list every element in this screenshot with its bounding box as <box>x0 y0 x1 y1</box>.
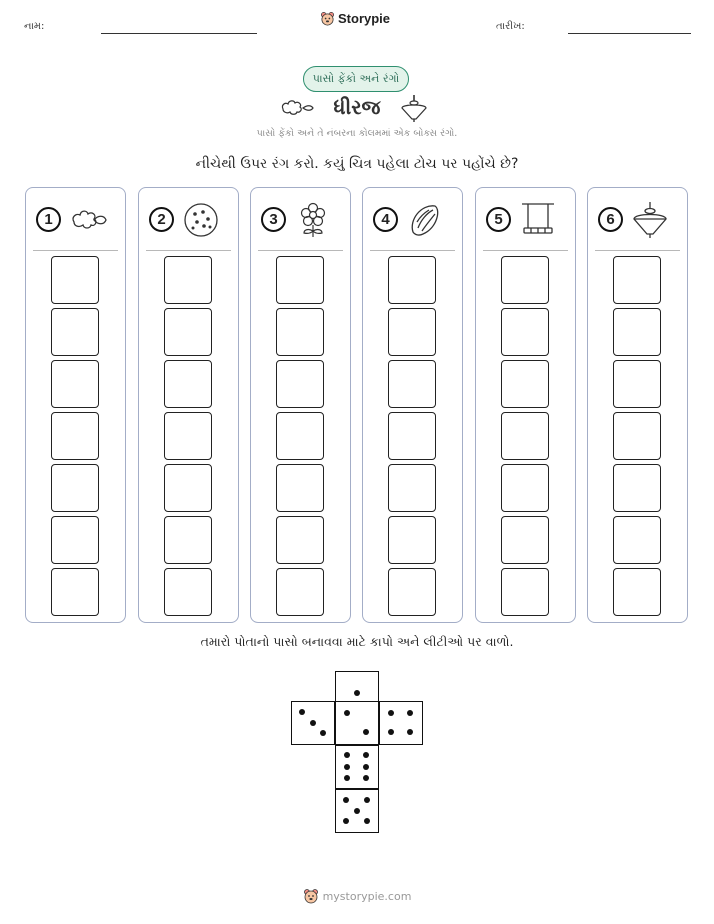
color-box[interactable] <box>613 360 661 408</box>
pip <box>363 752 369 758</box>
spinning-top-icon <box>630 200 670 240</box>
color-box[interactable] <box>501 360 549 408</box>
color-box[interactable] <box>164 256 212 304</box>
cloud-puff-icon <box>68 200 108 240</box>
storypie-logo <box>320 11 390 26</box>
pip <box>344 764 350 770</box>
color-box[interactable] <box>388 464 436 512</box>
column-number: 6 <box>598 207 623 232</box>
color-box[interactable] <box>501 308 549 356</box>
color-box[interactable] <box>276 568 324 616</box>
flower-icon <box>293 200 333 240</box>
instruction: તમારો પોતાનો પાસો બનાવવા માટે કાપો અને લીટીઓ પર વાળો. <box>200 634 514 649</box>
color-box[interactable] <box>388 568 436 616</box>
color-box[interactable] <box>276 464 324 512</box>
column-2 <box>138 187 239 623</box>
pip <box>344 710 350 716</box>
bear-mascot-icon <box>320 11 335 26</box>
spinning-top-icon <box>399 93 429 123</box>
pip <box>343 818 349 824</box>
color-box[interactable] <box>613 308 661 356</box>
column-divider <box>33 250 118 251</box>
color-box[interactable] <box>164 412 212 460</box>
color-box[interactable] <box>51 412 99 460</box>
name-label: નામ: <box>24 21 45 32</box>
die-face-3 <box>291 701 335 745</box>
pip <box>363 729 369 735</box>
column-number: 1 <box>36 207 61 232</box>
pip <box>363 775 369 781</box>
color-box[interactable] <box>164 568 212 616</box>
color-box[interactable] <box>51 308 99 356</box>
die-face-5 <box>335 789 379 833</box>
pip <box>407 729 413 735</box>
color-box[interactable] <box>388 516 436 564</box>
pip <box>388 710 394 716</box>
color-box[interactable] <box>276 308 324 356</box>
die-face-6 <box>335 745 379 789</box>
pip <box>364 818 370 824</box>
color-box[interactable] <box>388 308 436 356</box>
footer <box>0 888 714 904</box>
footer-url: mystorypie.com <box>322 889 412 903</box>
column-4 <box>362 187 463 623</box>
pip <box>364 797 370 803</box>
pip <box>343 797 349 803</box>
color-box[interactable] <box>276 360 324 408</box>
color-box[interactable] <box>388 412 436 460</box>
pip <box>407 710 413 716</box>
color-box[interactable] <box>276 412 324 460</box>
cookie-icon <box>181 200 221 240</box>
color-box[interactable] <box>388 256 436 304</box>
color-box[interactable] <box>51 256 99 304</box>
color-box[interactable] <box>613 256 661 304</box>
date-label: તારીખ: <box>496 21 525 32</box>
pip <box>354 690 360 696</box>
column-6 <box>587 187 688 623</box>
pip <box>344 752 350 758</box>
date-line <box>568 33 691 34</box>
color-box[interactable] <box>164 464 212 512</box>
color-box[interactable] <box>276 256 324 304</box>
column-5 <box>475 187 576 623</box>
column-number: 4 <box>373 207 398 232</box>
color-box[interactable] <box>501 464 549 512</box>
color-box[interactable] <box>613 568 661 616</box>
pip <box>320 730 326 736</box>
pip <box>299 709 305 715</box>
color-box[interactable] <box>501 256 549 304</box>
color-box[interactable] <box>164 516 212 564</box>
color-box[interactable] <box>501 568 549 616</box>
column-1 <box>25 187 126 623</box>
color-box[interactable] <box>51 360 99 408</box>
die-face-4 <box>379 701 423 745</box>
color-box[interactable] <box>164 308 212 356</box>
column-divider <box>146 250 231 251</box>
color-box[interactable] <box>51 568 99 616</box>
bear-mascot-icon <box>303 888 319 904</box>
color-box[interactable] <box>501 412 549 460</box>
column-number: 3 <box>261 207 286 232</box>
swing-icon <box>518 200 558 240</box>
column-number: 5 <box>486 207 511 232</box>
pip <box>388 729 394 735</box>
color-box[interactable] <box>51 516 99 564</box>
column-divider <box>595 250 680 251</box>
color-box[interactable] <box>613 516 661 564</box>
column-number: 2 <box>149 207 174 232</box>
almond-icon <box>405 200 445 240</box>
pip <box>310 720 316 726</box>
name-line <box>101 33 257 34</box>
color-box[interactable] <box>164 360 212 408</box>
color-box[interactable] <box>613 412 661 460</box>
column-divider <box>258 250 343 251</box>
logo-text: Storypie <box>338 11 391 26</box>
activity-pill: પાસો ફેંકો અને રંગો <box>303 66 409 92</box>
color-box[interactable] <box>276 516 324 564</box>
color-box[interactable] <box>501 516 549 564</box>
color-box[interactable] <box>51 464 99 512</box>
color-box[interactable] <box>613 464 661 512</box>
question: નીચેથી ઉપર રંગ કરો. કયું ચિત્ર પહેલા ટોચ પર પહોંચે છે? <box>195 156 519 172</box>
pip <box>354 808 360 814</box>
die-face-2 <box>335 701 379 745</box>
color-box[interactable] <box>388 360 436 408</box>
column-divider <box>483 250 568 251</box>
column-divider <box>370 250 455 251</box>
page-title: ધીરજ <box>333 95 381 119</box>
pip <box>344 775 350 781</box>
pip <box>363 764 369 770</box>
column-3 <box>250 187 351 623</box>
subtitle: પાસો ફેંકો અને તે નંબરના કોલમમાં એક બોક્સ રંગો. <box>256 128 458 139</box>
